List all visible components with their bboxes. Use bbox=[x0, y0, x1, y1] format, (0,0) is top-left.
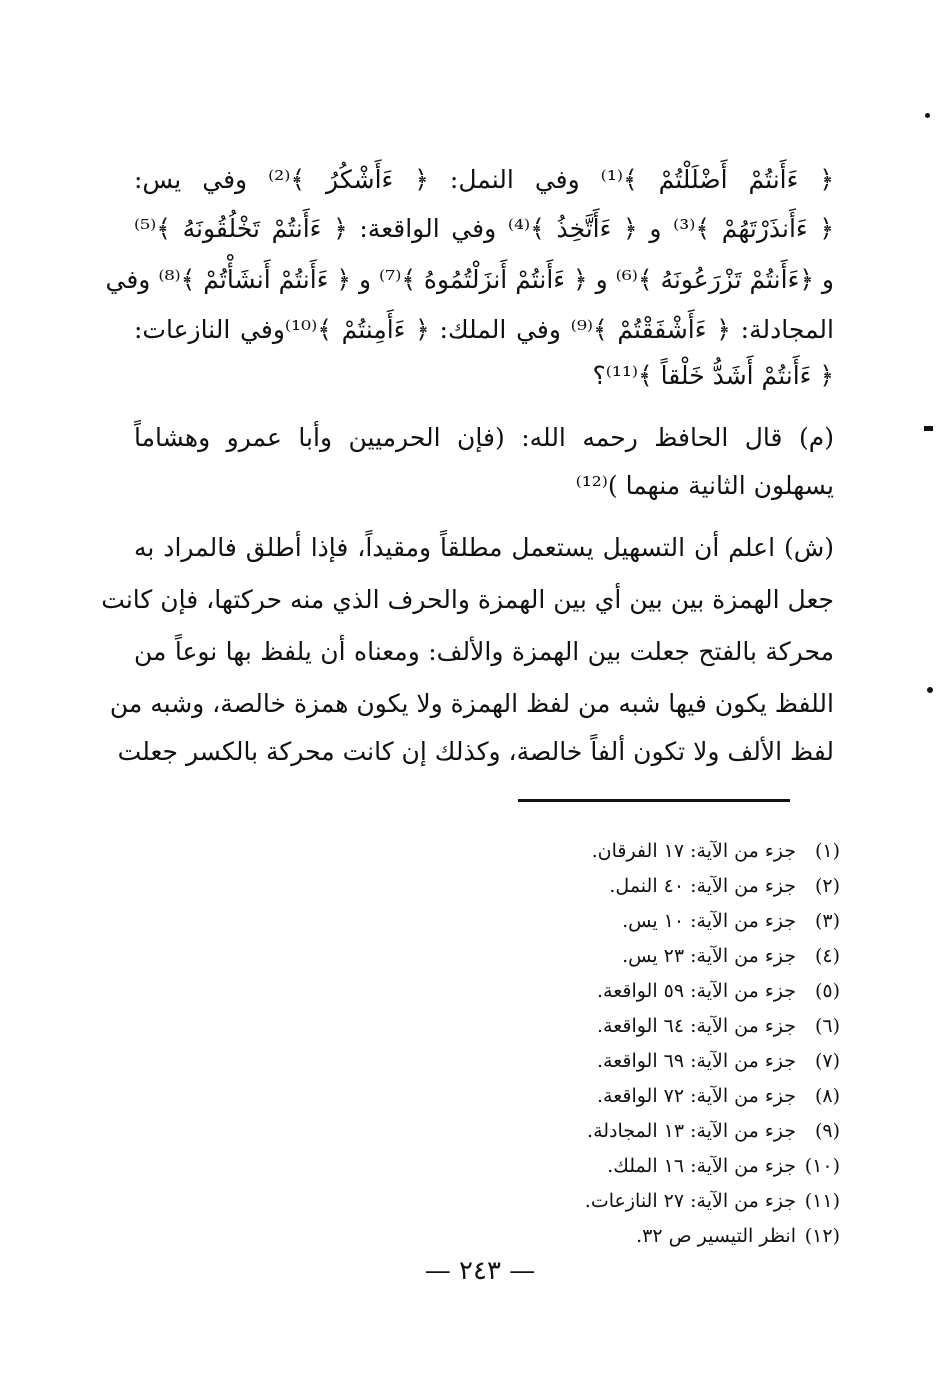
footnote-number: (٧) bbox=[814, 1050, 840, 1072]
footnote-3 bbox=[440, 904, 840, 938]
body-line-1: ﴿ ءَأَنتُمْ أَضْلَلْتُمْ ﴾⁽¹⁾ وفي النمل: ﴿ ءَأَشْكُرُ ﴾⁽²⁾ وفي يس: bbox=[134, 165, 834, 194]
footnote-4 bbox=[440, 939, 840, 973]
footnote-text: جزء من الآية: ٧٢ الواقعة. bbox=[596, 1085, 796, 1107]
footnote-9 bbox=[440, 1114, 840, 1148]
footnote-number: (٨) bbox=[814, 1085, 840, 1107]
footnote-5 bbox=[440, 974, 840, 1008]
footnote-number: (١١) bbox=[804, 1190, 840, 1212]
body-line-12: لفظ الألف ولا تكون ألفاً خالصة، وكذلك إن كانت محركة بالكسر جعلت bbox=[117, 737, 834, 766]
footnote-8 bbox=[440, 1079, 840, 1113]
footnote-number: (١٠) bbox=[804, 1155, 840, 1177]
body-line-7: يسهلون الثانية منهما )⁽¹²⁾ bbox=[575, 471, 834, 500]
footnote-text: جزء من الآية: ٦٤ الواقعة. bbox=[596, 1015, 796, 1037]
body-line-11: اللفظ يكون فيها شبه من لفظ الهمزة ولا يكون همزة خالصة، وشبه من bbox=[109, 689, 834, 718]
body-line-8: (ش) اعلم أن التسهيل يستعمل مطلقاً ومقيداً، فإذا أطلق فالمراد به bbox=[134, 533, 834, 562]
page-number: — ٢٤٣ — bbox=[424, 1256, 536, 1286]
footnote-text: انظر التيسير ص ٣٢. bbox=[636, 1225, 796, 1247]
footnote-text: جزء من الآية: ١٧ الفرقان. bbox=[591, 840, 796, 862]
footnote-text: جزء من الآية: ٦٩ الواقعة. bbox=[596, 1050, 796, 1072]
body-line-6: (م) قال الحافظ رحمه الله: (فإن الحرميين وأبا عمرو وهشاماً bbox=[134, 423, 834, 452]
scan-speck bbox=[927, 687, 933, 693]
body-line-5: ﴿ ءَأَنتُمْ أَشَدُّ خَلْقاً ﴾⁽¹¹⁾؟ bbox=[592, 361, 834, 390]
footnote-text: جزء من الآية: ٤٠ النمل. bbox=[609, 875, 796, 897]
body-line-10: محركة بالفتح جعلت بين الهمزة والألف: ومعناه أن يلفظ بها نوعاً من bbox=[134, 637, 834, 666]
footnote-text: جزء من الآية: ١٦ الملك. bbox=[607, 1155, 796, 1177]
body-line-3: و ﴿ءَأَنتُمْ تَزْرَعُونَهُ ﴾⁽⁶⁾ و ﴿ ءَأَنتُمْ أَنزَلْتُمُوهُ ﴾⁽⁷⁾ و ﴿ ءَأَنتُمْ أَنشَأْتُمْ ﴾⁽⁸⁾ وفي bbox=[105, 265, 834, 294]
footnote-text: جزء من الآية: ٢٧ النازعات. bbox=[584, 1190, 796, 1212]
footnote-number: (٥) bbox=[814, 980, 840, 1002]
footnote-2 bbox=[440, 869, 840, 903]
footnote-number: (٩) bbox=[814, 1120, 840, 1142]
footnote-text: جزء من الآية: ٢٣ يس. bbox=[622, 945, 796, 967]
footnote-number: (٢) bbox=[814, 875, 840, 897]
footnote-number: (٣) bbox=[814, 910, 840, 932]
footnote-6 bbox=[440, 1009, 840, 1043]
footnote-number: (١٢) bbox=[804, 1225, 840, 1247]
footnote-7 bbox=[440, 1044, 840, 1078]
footnote-1 bbox=[440, 834, 840, 868]
footnote-11 bbox=[440, 1184, 840, 1218]
body-line-4: المجادلة: ﴿ ءَأَشْفَقْتُمْ ﴾⁽⁹⁾ وفي الملك: ﴿ ءَأَمِنتُمْ ﴾⁽¹⁰⁾وفي النازعات: bbox=[134, 315, 834, 344]
scan-speck bbox=[924, 426, 933, 431]
footnote-number: (٦) bbox=[814, 1015, 840, 1037]
footnote-text: جزء من الآية: ١٠ يس. bbox=[622, 910, 796, 932]
body-line-2: ﴿ ءَأَنذَرْتَهُمْ ﴾⁽³⁾ و ﴿ ءَأَتَّخِذُ ﴾⁽⁴⁾ وفي الواقعة: ﴿ ءَأَنتُمْ تَخْلُقُونَهُ ﴾⁽⁵⁾ bbox=[134, 214, 834, 243]
scan-speck bbox=[925, 113, 930, 118]
footnote-number: (٤) bbox=[814, 945, 840, 967]
footnote-number: (١) bbox=[814, 840, 840, 862]
footnote-text: جزء من الآية: ٥٩ الواقعة. bbox=[596, 980, 796, 1002]
footnote-10 bbox=[440, 1149, 840, 1183]
footnote-12 bbox=[440, 1219, 840, 1253]
footnote-text: جزء من الآية: ١٣ المجادلة. bbox=[587, 1120, 796, 1142]
body-line-9: جعل الهمزة بين بين أي بين الهمزة والحرف الذي منه حركتها، فإن كانت bbox=[101, 585, 834, 614]
footnote-divider bbox=[518, 799, 790, 802]
